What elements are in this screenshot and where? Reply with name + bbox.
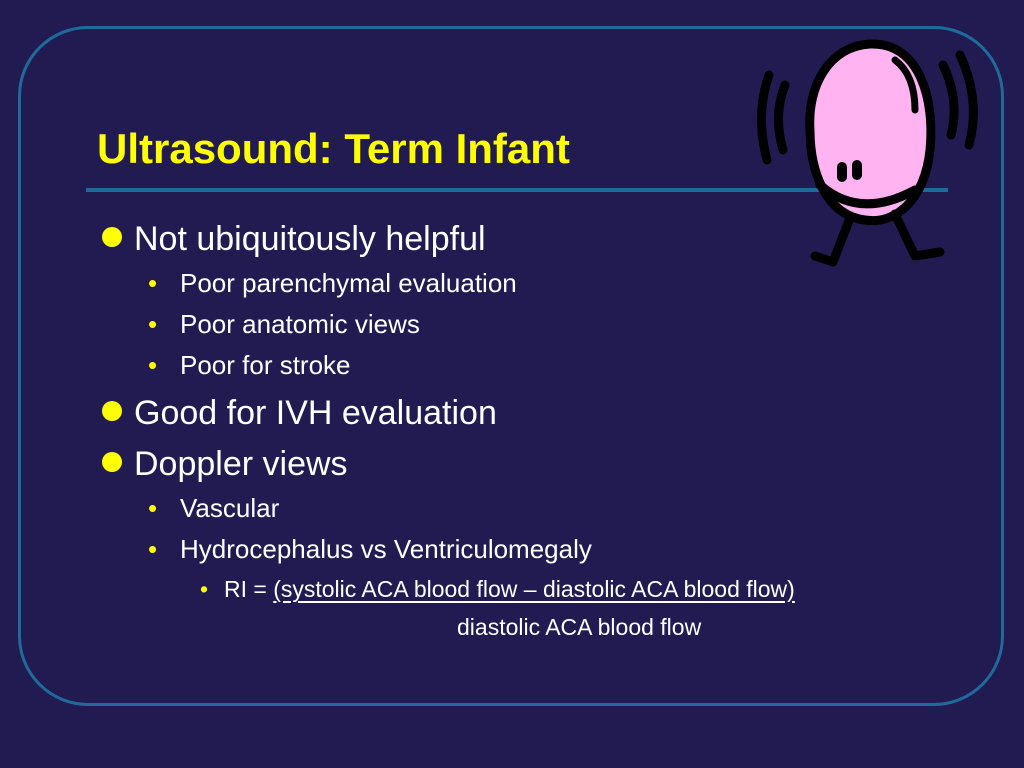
bullet-level2: • Vascular (148, 493, 280, 523)
bullet-dot-icon: • (148, 268, 158, 298)
bullet-level2: • Poor anatomic views (148, 309, 420, 339)
formula-line (200, 578, 795, 601)
bullet-dot-icon: • (200, 576, 209, 602)
bullet-dot-icon: • (148, 350, 158, 380)
formula-numerator: (systolic ACA blood flow – diastolic ACA blood flow) (273, 576, 795, 602)
bullet-dot-icon: • (148, 534, 158, 564)
bullet-dot-icon: • (148, 493, 158, 523)
bullet-dot-icon (102, 401, 122, 421)
bullet-level1: Not ubiquitously helpful (102, 222, 486, 256)
bullet-level2: • Poor for stroke (148, 350, 351, 380)
formula-prefix: RI = (224, 576, 274, 602)
bullet-dot-icon (102, 227, 122, 247)
bullet-level2: • Hydrocephalus vs Ventriculomegaly (148, 534, 592, 564)
formula-denominator: diastolic ACA blood flow (457, 614, 702, 640)
slide-title: Ultrasound: Term Infant (97, 125, 570, 172)
bullet-level1: Good for IVH evaluation (102, 396, 497, 430)
bullet-dot-icon (102, 452, 122, 472)
bullet-level2: • Poor parenchymal evaluation (148, 268, 517, 298)
bullet-dot-icon: • (148, 309, 158, 339)
bullet-level1: Doppler views (102, 447, 348, 481)
